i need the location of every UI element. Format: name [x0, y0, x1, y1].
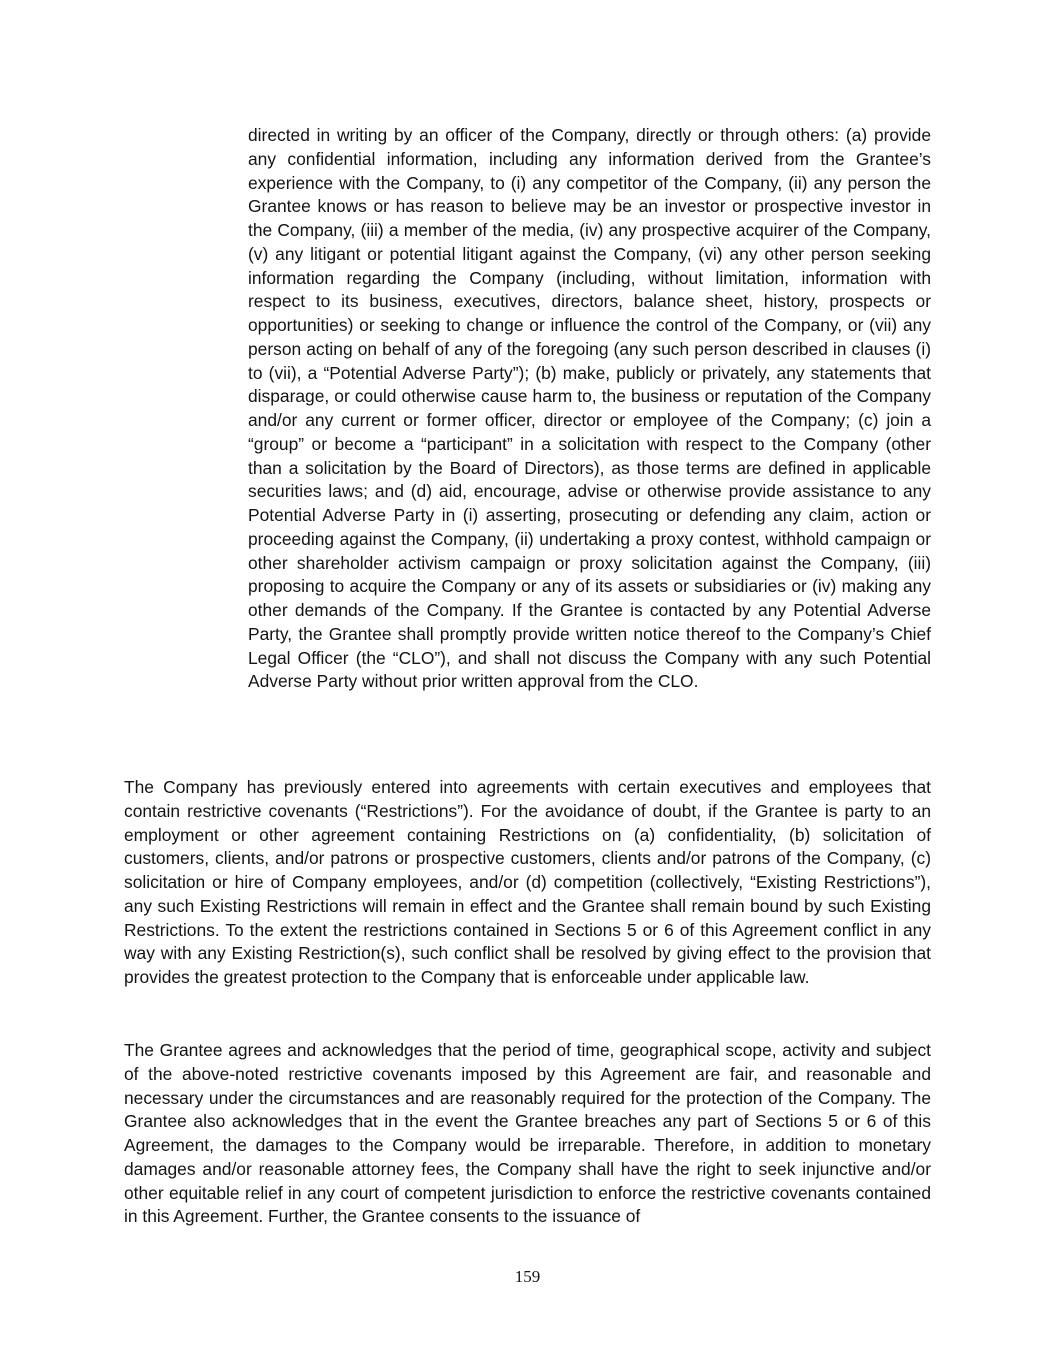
page-number: 159 [514, 1267, 541, 1286]
acknowledgement-paragraph: The Grantee agrees and acknowledges that the period of time, geographical scope, activity and subject of the above-noted restrictive covenants imposed by this Agreement are fair, and reasonable and necessary under the circumstances and are reasonably required for the protection of the Company. The Grantee also acknowledges that in the event the Grantee breaches any part of Sections 5 or 6 of this Agreement, the damages to the Company would be irreparable. Therefore, in addition to monetary damages and/or reasonable attorney fees, the Company shall have the right to seek injunctive and/or other equitable relief in any court of competent jurisdiction to enforce the restrictive covenants contained in this Agreement. Further, the Grantee consents to the issuance of [124, 1040, 931, 1227]
continued-clause-paragraph: directed in writing by an officer of the Company, directly or through others: (a) provide any confidential information, including any information derived from the Grantee’s experience with the Company, to (i) any competitor of the Company, (ii) any person the Grantee knows or has reason to believe may be an investor or prospective investor in the Company, (iii) a member of the media, (iv) any prospective acquirer of the Company, (v) any litigant or potential litigant against the Company, (vi) any other person seeking information regarding the Company (including, without limitation, information with respect to its business, executives, directors, balance sheet, history, prospects or opportunities) or seeking to change or influence the control of the Company, or (vii) any person acting on behalf of any of the foregoing (any such person described in clauses (i) to (vii), a “Potential Adverse Party”); (b) make, publicly or privately, any statements that disparage, or could otherwise cause harm to, the business or reputation of the Company and/or any current or former officer, director or employee of the Company; (c) join a “group” or become a “participant” in a solicitation with respect to the Company (other than a solicitation by the Board of Directors), as those terms are defined in applicable securities laws; and (d) aid, encourage, advise or otherwise provide assistance to any Potential Adverse Party in (i) asserting, prosecuting or defending any claim, action or proceeding against the Company, (ii) undertaking a proxy contest, withhold campaign or other shareholder activism campaign or proxy solicitation against the Company, (iii) proposing to acquire the Company or any of its assets or subsidiaries or (iv) making any other demands of the Company. If the Grantee is contacted by any Potential Adverse Party, the Grantee shall promptly provide written notice thereof to the Company’s Chief Legal Officer (the “CLO”), and shall not discuss the Company with any such Potential Adverse Party without prior written approval from the CLO. [248, 125, 931, 692]
existing-restrictions-paragraph: The Company has previously entered into agreements with certain executives and employees that contain restrictive covenants (“Restrictions”). For the avoidance of doubt, if the Grantee is party to an employment or other agreement containing Restrictions on (a) confidentiality, (b) solicitation of customers, clients, and/or patrons or prospective customers, clients and/or patrons of the Company, (c) solicitation or hire of Company employees, and/or (d) competition (collectively, “Existing Restrictions”), any such Existing Restrictions will remain in effect and the Grantee shall remain bound by such Existing Restrictions. To the extent the restrictions contained in Sections 5 or 6 of this Agreement conflict in any way with any Existing Restriction(s), such conflict shall be resolved by giving effect to the provision that provides the greatest protection to the Company that is enforceable under applicable law. [124, 777, 931, 987]
